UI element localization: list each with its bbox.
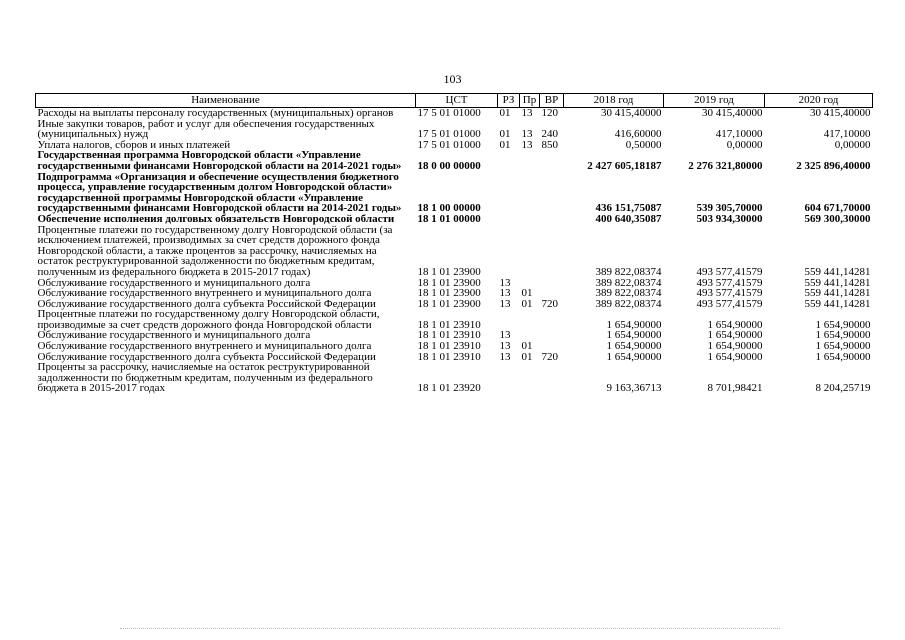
cell-2019: 8 701,98421 bbox=[707, 382, 763, 395]
cell-vr: 240 bbox=[541, 128, 558, 141]
budget-table bbox=[35, 93, 873, 394]
cell-2019: 493 577,41579 bbox=[696, 287, 763, 300]
cell-2018: 389 822,08374 bbox=[595, 265, 662, 278]
cell-2019: 2 276 321,80000 bbox=[688, 159, 763, 172]
cell-name: Расходы на выплаты персоналу государственных (муниципальных) органов bbox=[37, 107, 394, 119]
cell-2020: 559 441,14281 bbox=[804, 276, 871, 289]
cell-pr: 01 bbox=[521, 350, 533, 363]
cell-pr: 01 bbox=[521, 297, 533, 310]
cell-vr bbox=[540, 172, 564, 214]
cell-vr bbox=[540, 278, 564, 289]
cell-cst: 18 1 01 23920 bbox=[417, 382, 481, 395]
cell-name: Обслуживание государственного и муниципального долга bbox=[37, 276, 311, 289]
header-2018: 2018 год bbox=[564, 94, 664, 108]
table-row bbox=[36, 119, 873, 140]
cell-cst: 18 1 00 00000 bbox=[417, 202, 481, 215]
cell-pr: 01 bbox=[521, 340, 533, 353]
cell-rz: 13 bbox=[499, 329, 511, 342]
cell-name: Подпрограмма «Организация и обеспечение осуществления бюджетного процесса, управление государственным долгом Новгородской области» государственной программы Новгородской области «Управление государственными финансами Новгородской области на 2014-2021 годы» bbox=[37, 170, 402, 215]
header-pr: Пр bbox=[520, 94, 540, 108]
cell-vr bbox=[540, 309, 564, 330]
cell-pr: 13 bbox=[521, 107, 533, 119]
cell-vr bbox=[540, 225, 564, 278]
cell-name: Процентные платежи по государственному долгу Новгородской области (за исключением платежей, производимых за счет средств дорожного фонда Новгородской области, а также процентов за рассрочку, начисляемых на остаток реструктурированной задолженности по бюджетным кредитам, полученным из федерального бюджета в 2015-2017 годах) bbox=[37, 223, 393, 278]
cell-pr: 01 bbox=[521, 287, 533, 300]
cell-cst: 18 1 01 23910 bbox=[417, 318, 481, 331]
cell-2020: 569 300,30000 bbox=[804, 212, 871, 225]
cell-2019: 1 654,90000 bbox=[707, 340, 763, 353]
cell-2019: 1 654,90000 bbox=[707, 329, 763, 342]
table-row bbox=[36, 150, 873, 171]
header-vr: ВР bbox=[540, 94, 564, 108]
cell-rz: 01 bbox=[499, 107, 511, 119]
cell-vr: 720 bbox=[541, 297, 558, 310]
cell-2018: 9 163,36713 bbox=[606, 382, 662, 395]
cell-2020: 1 654,90000 bbox=[815, 350, 871, 363]
cell-2019: 30 415,40000 bbox=[702, 107, 763, 119]
cell-rz bbox=[498, 172, 520, 214]
cell-2020: 559 441,14281 bbox=[804, 265, 871, 278]
cell-cst: 18 1 01 23910 bbox=[417, 329, 481, 342]
table-row bbox=[36, 225, 873, 278]
scan-noise-line bbox=[120, 628, 780, 630]
table-row bbox=[36, 362, 873, 394]
cell-2020: 417,10000 bbox=[823, 128, 871, 141]
cell-2018: 1 654,90000 bbox=[606, 329, 662, 342]
cell-rz bbox=[498, 362, 520, 394]
cell-2018: 400 640,35087 bbox=[595, 212, 662, 225]
cell-2020: 1 654,90000 bbox=[815, 318, 871, 331]
cell-vr: 120 bbox=[541, 107, 558, 119]
cell-rz: 13 bbox=[499, 350, 511, 363]
cell-2018: 1 654,90000 bbox=[606, 340, 662, 353]
cell-2020: 30 415,40000 bbox=[810, 107, 871, 119]
cell-name: Процентные платежи по государственному долгу Новгородской области, производимые за счет средств дорожного фонда Новгородской области bbox=[37, 308, 380, 331]
cell-vr: 720 bbox=[541, 350, 558, 363]
cell-2020: 8 204,25719 bbox=[815, 382, 871, 395]
cell-cst: 18 1 01 23900 bbox=[417, 276, 481, 289]
cell-rz: 01 bbox=[499, 138, 511, 151]
cell-pr bbox=[520, 172, 540, 214]
cell-cst: 18 1 01 23900 bbox=[417, 287, 481, 300]
cell-name: Обслуживание государственного долга субъекта Российской Федерации bbox=[37, 350, 376, 363]
cell-vr bbox=[540, 362, 564, 394]
cell-2019: 539 305,70000 bbox=[696, 202, 763, 215]
cell-cst: 18 1 01 23900 bbox=[417, 265, 481, 278]
header-name: Наименование bbox=[36, 94, 416, 108]
cell-2020: 604 671,70000 bbox=[804, 202, 871, 215]
cell-2019: 1 654,90000 bbox=[707, 318, 763, 331]
cell-rz bbox=[498, 309, 520, 330]
cell-2018: 0,50000 bbox=[625, 138, 662, 151]
cell-rz: 13 bbox=[499, 276, 511, 289]
cell-pr: 13 bbox=[521, 138, 533, 151]
cell-name: Обеспечение исполнения долговых обязательств Новгородской области bbox=[37, 212, 395, 225]
cell-name: Обслуживание государственного и муниципального долга bbox=[37, 329, 311, 342]
cell-name: Государственная программа Новгородской области «Управление государственными финансами Новгородской области на 2014-2021 годы» bbox=[37, 149, 402, 172]
cell-2018: 1 654,90000 bbox=[606, 318, 662, 331]
cell-2020: 2 325 896,40000 bbox=[796, 159, 871, 172]
cell-rz bbox=[498, 150, 520, 171]
cell-rz: 01 bbox=[499, 128, 511, 141]
cell-2019: 0,00000 bbox=[726, 138, 763, 151]
cell-2018: 389 822,08374 bbox=[595, 276, 662, 289]
table-body bbox=[36, 108, 873, 395]
cell-name: Проценты за рассрочку, начисляемые на остаток реструктурированной задолженности по бюджетным кредитам, полученным из федерального бюджета в 2015-2017 годах bbox=[37, 361, 373, 395]
cell-pr bbox=[520, 214, 540, 225]
cell-name: Иные закупки товаров, работ и услуг для обеспечения государственных (муниципальных) нужд bbox=[37, 117, 375, 141]
table-row bbox=[36, 108, 873, 119]
cell-2018: 2 427 605,18187 bbox=[587, 159, 662, 172]
cell-2019: 1 654,90000 bbox=[707, 350, 763, 363]
header-2020: 2020 год bbox=[765, 94, 873, 108]
cell-rz: 13 bbox=[499, 297, 511, 310]
header-rz: РЗ bbox=[498, 94, 520, 108]
cell-2020: 0,00000 bbox=[834, 138, 871, 151]
cell-2019: 493 577,41579 bbox=[696, 276, 763, 289]
cell-2020: 1 654,90000 bbox=[815, 340, 871, 353]
cell-pr bbox=[520, 150, 540, 171]
cell-rz bbox=[498, 225, 520, 278]
cell-cst: 17 5 01 01000 bbox=[417, 128, 481, 141]
cell-pr bbox=[520, 309, 540, 330]
cell-2020: 559 441,14281 bbox=[804, 287, 871, 300]
cell-vr bbox=[540, 330, 564, 341]
cell-2019: 493 577,41579 bbox=[696, 265, 763, 278]
cell-2020: 1 654,90000 bbox=[815, 329, 871, 342]
cell-cst: 18 1 01 23910 bbox=[417, 350, 481, 363]
header-cst: ЦСТ bbox=[416, 94, 498, 108]
cell-cst: 18 0 00 00000 bbox=[417, 159, 481, 172]
table-row bbox=[36, 214, 873, 225]
cell-cst: 18 1 01 23910 bbox=[417, 340, 481, 353]
cell-cst: 18 1 01 23900 bbox=[417, 297, 481, 310]
cell-name: Обслуживание государственного внутреннего и муниципального долга bbox=[37, 340, 372, 353]
cell-2018: 416,60000 bbox=[614, 128, 662, 141]
cell-2019: 493 577,41579 bbox=[696, 297, 763, 310]
cell-cst: 17 5 01 01000 bbox=[417, 138, 481, 151]
cell-2018: 389 822,08374 bbox=[595, 297, 662, 310]
cell-2020: 559 441,14281 bbox=[804, 297, 871, 310]
page-number: 103 bbox=[443, 72, 462, 86]
cell-2018: 30 415,40000 bbox=[601, 107, 662, 119]
cell-2018: 389 822,08374 bbox=[595, 287, 662, 300]
table-header-row bbox=[36, 94, 873, 108]
cell-pr bbox=[520, 225, 540, 278]
cell-vr bbox=[540, 150, 564, 171]
header-2019: 2019 год bbox=[664, 94, 765, 108]
cell-2018: 1 654,90000 bbox=[606, 350, 662, 363]
cell-name: Обслуживание государственного внутреннего и муниципального долга bbox=[37, 287, 372, 300]
cell-2018: 436 151,75087 bbox=[595, 202, 662, 215]
cell-vr bbox=[540, 214, 564, 225]
cell-name: Уплата налогов, сборов и иных платежей bbox=[37, 138, 231, 151]
cell-vr: 850 bbox=[541, 138, 558, 151]
cell-rz bbox=[498, 214, 520, 225]
table-row bbox=[36, 172, 873, 214]
table-row bbox=[36, 309, 873, 330]
cell-cst: 18 1 01 00000 bbox=[417, 212, 481, 225]
cell-2019: 417,10000 bbox=[715, 128, 763, 141]
cell-2019: 503 934,30000 bbox=[696, 212, 763, 225]
cell-name: Обслуживание государственного долга субъекта Российской Федерации bbox=[37, 297, 376, 310]
cell-cst: 17 5 01 01000 bbox=[417, 107, 481, 119]
cell-pr bbox=[520, 362, 540, 394]
cell-pr: 13 bbox=[521, 128, 533, 141]
cell-rz: 13 bbox=[499, 340, 511, 353]
cell-rz: 13 bbox=[499, 287, 511, 300]
